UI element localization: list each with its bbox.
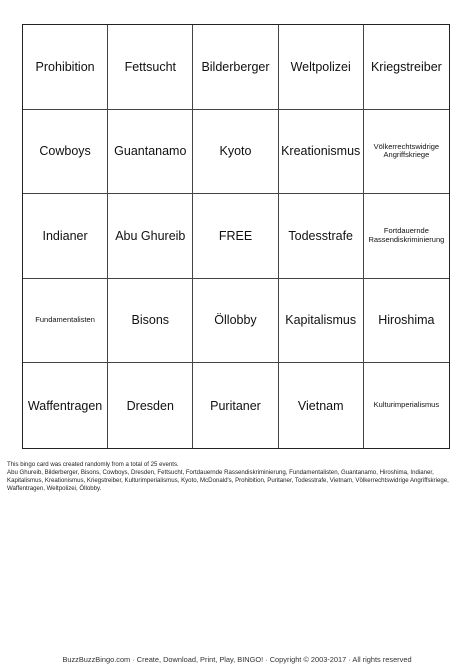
bingo-cell: Cowboys [23, 110, 108, 195]
notes-event-list: Abu Ghureib, Bilderberger, Bisons, Cowboys, Dresden, Fettsucht, Fortdauernde Rassendiskriminierung, Fundamentalisten, Guantanamo, Hiroshima, Indianer, Kapitalismus, Kreationismus, Kriegstreiber, Kulturimperialismus, Kyoto, McDonald's, Prohibition, Puritaner, Todesstrafe, Vietnam, Völkerrechtswidrige Angriffskriege, Waffentragen, Weltpolizei, Öllobby. [7, 469, 449, 492]
free-space-cell: FREE [193, 194, 278, 279]
bingo-cell: Fortdauernde Rassendiskriminierung [364, 194, 449, 279]
bingo-cell: Kriegstreiber [364, 25, 449, 110]
notes-intro: This bingo card was created randomly from a total of 25 events. [7, 461, 179, 468]
bingo-cell: Prohibition [23, 25, 108, 110]
bingo-cell: Guantanamo [108, 110, 193, 195]
card-notes [7, 461, 469, 493]
bingo-cell: Hiroshima [364, 279, 449, 364]
page-footer: BuzzBuzzBingo.com · Create, Download, Print, Play, BINGO! · Copyright © 2003-2017 · All rights reserved [62, 655, 412, 664]
bingo-cell: Abu Ghureib [108, 194, 193, 279]
bingo-cell: Indianer [23, 194, 108, 279]
bingo-cell: Öllobby [193, 279, 278, 364]
bingo-cell: Fettsucht [108, 25, 193, 110]
bingo-cell: Vietnam [279, 363, 364, 448]
bingo-card [22, 24, 450, 449]
bingo-cell: Fundamentalisten [23, 279, 108, 364]
bingo-cell: Bisons [108, 279, 193, 364]
bingo-cell: Weltpolizei [279, 25, 364, 110]
bingo-cell: Puritaner [193, 363, 278, 448]
bingo-cell: Kreationismus [279, 110, 364, 195]
bingo-cell: Kulturimperialismus [373, 400, 440, 410]
bingo-cell: Kyoto [193, 110, 278, 195]
bingo-cell: Todesstrafe [279, 194, 364, 279]
bingo-cell: Völkerrechtswidrige Angriffskriege [364, 110, 449, 195]
bingo-cell: Dresden [108, 363, 193, 448]
bingo-cell: Waffentragen [23, 363, 108, 448]
bingo-cell: Bilderberger [193, 25, 278, 110]
bingo-cell: Kapitalismus [279, 279, 364, 364]
